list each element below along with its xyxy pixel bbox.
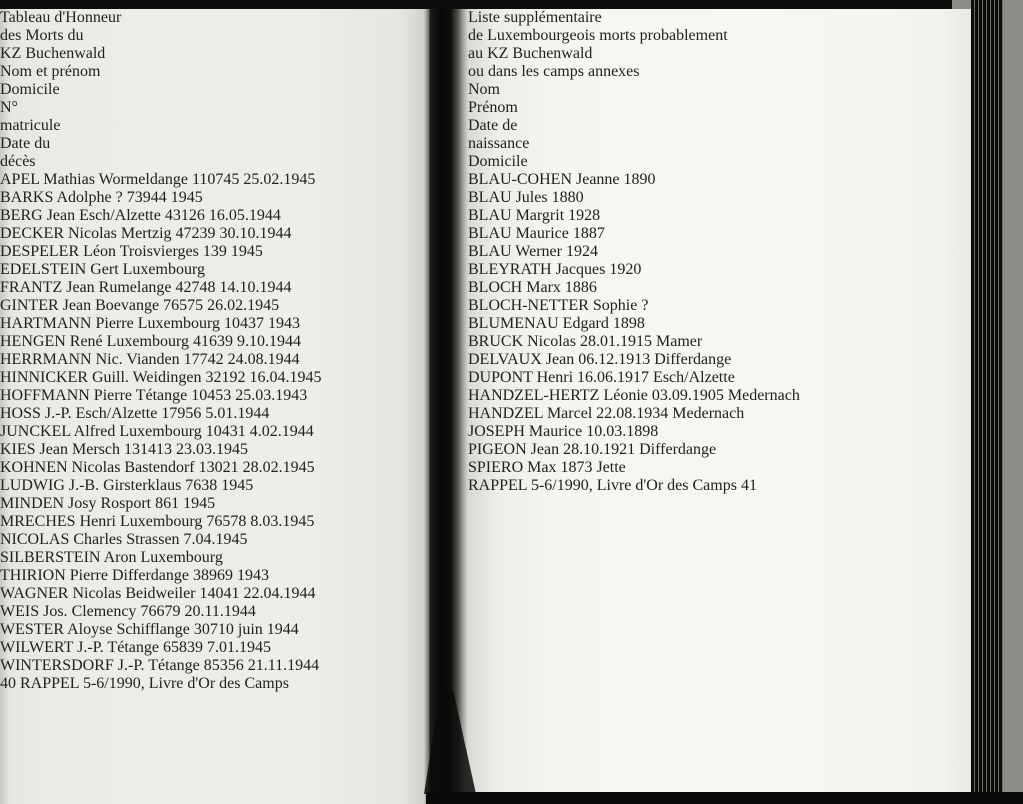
cell-nom: BLAU bbox=[468, 243, 512, 260]
book-top-edge bbox=[0, 0, 952, 9]
supplementary-table-body bbox=[468, 171, 973, 477]
supplementary-list-frame bbox=[468, 9, 973, 477]
cell-date-naissance: 1898 bbox=[612, 315, 645, 332]
cell-name: HARTMANN Pierre bbox=[0, 315, 134, 332]
cell-matricule: 65839 bbox=[163, 639, 204, 656]
header-nom: Nom bbox=[468, 81, 500, 98]
cell-date-deces: 14.10.1944 bbox=[219, 279, 292, 296]
cell-matricule: 47239 bbox=[175, 225, 216, 242]
cell-matricule: 38969 bbox=[192, 567, 233, 584]
cell-date-deces: 25.03.1943 bbox=[235, 387, 308, 404]
cell-domicile: Luxembourg bbox=[140, 549, 223, 566]
table-row bbox=[0, 657, 430, 675]
cell-name: LUDWIG J.-B. bbox=[0, 477, 100, 494]
cell-matricule: 32192 bbox=[205, 369, 246, 386]
cell-date-naissance: 1928 bbox=[568, 207, 601, 224]
table-row bbox=[0, 261, 430, 279]
cell-matricule: 17956 bbox=[161, 405, 202, 422]
cell-date-naissance: 1886 bbox=[564, 279, 597, 296]
cell-domicile: Tétange bbox=[135, 387, 188, 404]
cell-matricule: 73944 bbox=[126, 189, 167, 206]
cell-date-deces: 23.03.1945 bbox=[175, 441, 248, 458]
title-line: Tableau d'Honneur bbox=[0, 9, 122, 26]
cell-date-deces: 22.04.1944 bbox=[243, 585, 316, 602]
cell-domicile: Girsterklaus bbox=[103, 477, 182, 494]
cell-domicile: Esch/Alzette bbox=[75, 405, 158, 422]
cell-prenom: Marcel bbox=[546, 405, 593, 422]
cell-date-deces: 26.02.1945 bbox=[207, 297, 280, 314]
table-row bbox=[0, 297, 430, 315]
table-row bbox=[468, 369, 973, 387]
cell-domicile: Luxembourg bbox=[137, 315, 221, 332]
cell-matricule: 41639 bbox=[193, 333, 233, 350]
cell-nom: BLOCH bbox=[468, 279, 523, 296]
table-row bbox=[468, 315, 973, 333]
cell-name: SILBERSTEIN Aron bbox=[0, 549, 137, 566]
table-row bbox=[0, 351, 430, 369]
cell-domicile: Differdange bbox=[654, 351, 732, 368]
cell-matricule: 7638 bbox=[185, 477, 218, 494]
header-date-deces: Date du décès bbox=[0, 135, 51, 170]
cell-date-deces: 9.10.1944 bbox=[237, 333, 301, 350]
cell-prenom: Léonie bbox=[603, 387, 648, 404]
cell-matricule: 76575 bbox=[163, 297, 204, 314]
cell-nom: DUPONT bbox=[468, 369, 533, 386]
journal-title: RAPPEL 5-6/1990, Livre d'Or des Camps bbox=[468, 477, 737, 494]
cell-name: JUNCKEL Alfred bbox=[0, 423, 116, 440]
left-page-footer bbox=[0, 675, 430, 693]
cell-date-naissance: 28.01.1915 bbox=[580, 333, 652, 350]
honor-table-frame bbox=[0, 9, 430, 675]
cell-date-deces: 4.02.1944 bbox=[249, 423, 314, 440]
table-row bbox=[0, 585, 430, 603]
cell-matricule: 42748 bbox=[175, 279, 216, 296]
header-name: Nom et prénom bbox=[0, 63, 101, 80]
cell-nom: HANDZEL-HERTZ bbox=[468, 387, 600, 404]
cell-prenom: Jacques bbox=[555, 261, 606, 278]
cell-name: KIES Jean bbox=[0, 441, 68, 458]
honor-table-title bbox=[0, 9, 430, 63]
cell-name: WINTERSDORF J.-P. bbox=[0, 657, 145, 674]
cell-prenom: Jean bbox=[530, 441, 560, 458]
cell-date-deces: 20.11.1944 bbox=[184, 603, 256, 620]
table-row bbox=[0, 603, 430, 621]
cell-date-naissance: 03.09.1905 bbox=[651, 387, 724, 404]
cell-domicile: Esch/Alzette bbox=[79, 207, 161, 224]
table-row bbox=[0, 621, 430, 639]
cell-name: HOFFMANN Pierre bbox=[0, 387, 132, 404]
cell-name: THIRION Pierre bbox=[0, 567, 108, 584]
cell-prenom: Max bbox=[527, 459, 557, 476]
table-row bbox=[468, 405, 973, 423]
cell-name: BARKS Adolphe bbox=[0, 189, 112, 206]
cell-name: KOHNEN Nicolas bbox=[0, 459, 121, 476]
table-row bbox=[0, 531, 430, 549]
header-domicile: Domicile bbox=[468, 153, 528, 170]
cell-domicile: Wormeldange bbox=[98, 171, 189, 188]
table-row bbox=[0, 459, 430, 477]
left-page bbox=[0, 9, 430, 804]
cell-domicile: Rosport bbox=[100, 495, 152, 512]
cell-name: MINDEN Josy bbox=[0, 495, 97, 512]
cell-nom: BLAU bbox=[468, 225, 512, 242]
cell-date-naissance: ? bbox=[641, 297, 649, 314]
cell-matricule: 131413 bbox=[123, 441, 172, 458]
cell-prenom: Werner bbox=[515, 243, 562, 260]
honor-table-body bbox=[0, 171, 430, 675]
cell-date-deces: 1945 bbox=[230, 243, 263, 260]
cell-domicile: Esch/Alzette bbox=[653, 369, 735, 386]
cell-name: DECKER Nicolas bbox=[0, 225, 117, 242]
cell-matricule: 139 bbox=[202, 243, 227, 260]
header-matricule: N° matricule bbox=[0, 99, 61, 134]
table-row bbox=[0, 405, 430, 423]
table-row bbox=[468, 459, 973, 477]
cell-nom: BLAU-COHEN bbox=[468, 171, 572, 188]
cell-domicile: Jette bbox=[596, 459, 626, 476]
cell-name: NICOLAS Charles bbox=[0, 531, 123, 548]
table-row bbox=[468, 243, 973, 261]
cell-name: WEIS Jos. bbox=[0, 603, 68, 620]
page-number: 41 bbox=[740, 477, 757, 494]
title-line: Liste supplémentaire bbox=[468, 9, 602, 26]
table-row bbox=[0, 279, 430, 297]
cell-nom: PIGEON bbox=[468, 441, 527, 458]
cell-domicile: Medernach bbox=[727, 387, 800, 404]
cell-domicile: Clemency bbox=[71, 603, 137, 620]
cell-domicile: Strassen bbox=[126, 531, 180, 548]
cell-name: GINTER Jean bbox=[0, 297, 92, 314]
cell-prenom: Jules bbox=[515, 189, 548, 206]
cell-domicile: Mertzig bbox=[120, 225, 172, 242]
table-row bbox=[468, 423, 973, 441]
cell-domicile: Mersch bbox=[71, 441, 120, 458]
cell-nom: BRUCK bbox=[468, 333, 524, 350]
cell-nom: DELVAUX bbox=[468, 351, 542, 368]
table-row bbox=[0, 225, 430, 243]
table-row bbox=[0, 441, 430, 459]
cell-domicile: Luxembourg bbox=[120, 513, 203, 530]
supplementary-table-header bbox=[468, 81, 973, 171]
cell-nom: BLOCH-NETTER bbox=[468, 297, 589, 314]
title-line: des Morts du bbox=[0, 27, 84, 44]
table-row bbox=[0, 477, 430, 495]
cell-prenom: Sophie bbox=[592, 297, 638, 314]
cell-date-naissance: 1890 bbox=[623, 171, 656, 188]
cell-matricule: 76679 bbox=[140, 603, 181, 620]
cell-date-naissance: 16.06.1917 bbox=[577, 369, 650, 386]
cell-date-naissance: 22.08.1934 bbox=[596, 405, 669, 422]
cell-date-naissance: 10.03.1898 bbox=[586, 423, 659, 440]
title-line: ou dans les camps annexes bbox=[468, 63, 640, 80]
table-row bbox=[0, 567, 430, 585]
table-row bbox=[468, 171, 973, 189]
cell-domicile: ? bbox=[115, 189, 123, 206]
cell-matricule: 14041 bbox=[199, 585, 240, 602]
cell-nom: BLEYRATH bbox=[468, 261, 552, 278]
table-row bbox=[468, 207, 973, 225]
cell-prenom: Maurice bbox=[528, 423, 583, 440]
cell-domicile: Rumelange bbox=[98, 279, 172, 296]
cell-domicile: Weidingen bbox=[132, 369, 202, 386]
cell-domicile: Troisvierges bbox=[119, 243, 199, 260]
cell-date-naissance: 1880 bbox=[551, 189, 584, 206]
honor-table-header bbox=[0, 63, 430, 171]
table-row bbox=[468, 351, 973, 369]
cell-date-deces: 8.03.1945 bbox=[250, 513, 315, 530]
cell-date-naissance: 1920 bbox=[609, 261, 642, 278]
cell-name: MRECHES Henri bbox=[0, 513, 116, 530]
table-row bbox=[0, 243, 430, 261]
right-page bbox=[468, 9, 973, 804]
cell-date-deces: 21.11.1944 bbox=[247, 657, 320, 674]
cell-date-deces: juin 1944 bbox=[237, 621, 299, 638]
cell-prenom: Margrit bbox=[515, 207, 565, 224]
cell-prenom: Jeanne bbox=[576, 171, 620, 188]
cell-name: DESPELER Léon bbox=[0, 243, 116, 260]
cell-prenom: Henri bbox=[536, 369, 574, 386]
cell-name: HINNICKER Guill. bbox=[0, 369, 129, 386]
cell-domicile: Vianden bbox=[126, 351, 180, 368]
cell-prenom: Edgard bbox=[562, 315, 609, 332]
cell-matricule: 30710 bbox=[193, 621, 234, 638]
cell-date-deces: 1945 bbox=[170, 189, 203, 206]
table-row bbox=[468, 279, 973, 297]
header-prenom: Prénom bbox=[468, 99, 518, 116]
cell-matricule: 110745 bbox=[192, 171, 240, 188]
cell-name: FRANTZ Jean bbox=[0, 279, 95, 296]
cell-date-deces: 1943 bbox=[268, 315, 301, 332]
cell-domicile: Differdange bbox=[111, 567, 189, 584]
cell-date-naissance: 06.12.1913 bbox=[578, 351, 651, 368]
table-row bbox=[468, 225, 973, 243]
cell-date-deces: 25.02.1945 bbox=[243, 171, 316, 188]
table-row bbox=[468, 441, 973, 459]
cell-nom: BLAU bbox=[468, 189, 512, 206]
cell-matricule: 10437 bbox=[224, 315, 265, 332]
cell-domicile: Schifflange bbox=[116, 621, 190, 638]
cell-date-deces: 7.04.1945 bbox=[183, 531, 248, 548]
cell-date-deces: 16.04.1945 bbox=[249, 369, 322, 386]
table-row bbox=[468, 189, 973, 207]
cell-domicile: Luxembourg bbox=[119, 423, 202, 440]
table-row bbox=[0, 315, 430, 333]
page-edge-stack bbox=[971, 0, 1003, 804]
right-page-footer bbox=[468, 477, 973, 495]
cell-date-naissance: 1873 bbox=[560, 459, 593, 476]
title-line: KZ Buchenwald bbox=[0, 45, 106, 62]
cell-date-deces: 1943 bbox=[236, 567, 269, 584]
cell-nom: BLAU bbox=[468, 207, 512, 224]
cell-matricule: 861 bbox=[155, 495, 180, 512]
cell-date-deces: 16.05.1944 bbox=[208, 207, 281, 224]
cell-name: HENGEN René bbox=[0, 333, 103, 350]
table-row bbox=[0, 333, 430, 351]
page-number: 40 bbox=[0, 675, 16, 692]
cell-nom: HANDZEL bbox=[468, 405, 543, 422]
cell-domicile: Beidweiler bbox=[125, 585, 196, 602]
cell-domicile: Tétange bbox=[107, 639, 160, 656]
table-row bbox=[0, 171, 430, 189]
header-domicile: Domicile bbox=[0, 81, 60, 98]
cell-domicile: Boevange bbox=[95, 297, 160, 314]
table-row bbox=[468, 387, 973, 405]
book-bottom-edge bbox=[426, 792, 1023, 804]
header-date-naissance: Date de naissance bbox=[468, 117, 530, 152]
supplementary-list-title bbox=[468, 9, 973, 81]
cell-date-deces: 7.01.1945 bbox=[207, 639, 272, 656]
cell-nom: JOSEPH bbox=[468, 423, 525, 440]
table-row bbox=[468, 333, 973, 351]
table-row bbox=[0, 513, 430, 531]
title-line: au KZ Buchenwald bbox=[468, 45, 593, 62]
cell-name: WESTER Aloyse bbox=[0, 621, 113, 638]
table-row bbox=[0, 495, 430, 513]
cell-nom: SPIERO bbox=[468, 459, 524, 476]
cell-date-naissance: 1924 bbox=[565, 243, 598, 260]
cell-name: HERRMANN Nic. bbox=[0, 351, 123, 368]
cell-matricule: 43126 bbox=[164, 207, 205, 224]
book-outer-edge bbox=[1003, 0, 1023, 804]
cell-name: EDELSTEIN Gert bbox=[0, 261, 119, 278]
table-row bbox=[468, 297, 973, 315]
table-row bbox=[468, 261, 973, 279]
table-row bbox=[0, 207, 430, 225]
cell-name: APEL Mathias bbox=[0, 171, 95, 188]
cell-domicile: Differdange bbox=[639, 441, 717, 458]
table-row bbox=[0, 369, 430, 387]
cell-date-deces: 30.10.1944 bbox=[219, 225, 292, 242]
cell-prenom: Nicolas bbox=[527, 333, 576, 350]
cell-matricule: 13021 bbox=[198, 459, 239, 476]
cell-name: WAGNER Nicolas bbox=[0, 585, 122, 602]
cell-domicile: Luxembourg bbox=[122, 261, 205, 278]
table-row bbox=[0, 549, 430, 567]
cell-domicile: Bastendorf bbox=[124, 459, 195, 476]
cell-domicile: Tétange bbox=[148, 657, 200, 674]
cell-prenom: Maurice bbox=[515, 225, 569, 242]
cell-matricule: 10431 bbox=[205, 423, 246, 440]
table-row bbox=[0, 189, 430, 207]
cell-date-naissance: 28.10.1921 bbox=[563, 441, 636, 458]
cell-name: BERG Jean bbox=[0, 207, 76, 224]
cell-prenom: Marx bbox=[526, 279, 561, 296]
cell-prenom: Jean bbox=[545, 351, 575, 368]
cell-nom: BLUMENAU bbox=[468, 315, 559, 332]
cell-matricule: 17742 bbox=[183, 351, 224, 368]
table-row bbox=[0, 639, 430, 657]
cell-domicile: Mamer bbox=[656, 333, 703, 350]
book-gutter-shadow bbox=[430, 0, 468, 804]
cell-date-deces: 24.08.1944 bbox=[227, 351, 300, 368]
cell-date-deces: 1945 bbox=[183, 495, 216, 512]
table-row bbox=[0, 387, 430, 405]
cell-name: HOSS J.-P. bbox=[0, 405, 72, 422]
cell-matricule: 85356 bbox=[203, 657, 244, 674]
cell-name: WILWERT J.-P. bbox=[0, 639, 104, 656]
cell-date-deces: 1945 bbox=[221, 477, 254, 494]
table-row bbox=[0, 423, 430, 441]
journal-title: RAPPEL 5-6/1990, Livre d'Or des Camps bbox=[20, 675, 289, 692]
cell-date-naissance: 1887 bbox=[572, 225, 605, 242]
cell-domicile: Medernach bbox=[672, 405, 745, 422]
cell-domicile: Luxembourg bbox=[106, 333, 189, 350]
cell-matricule: 76578 bbox=[206, 513, 247, 530]
cell-matricule: 10453 bbox=[191, 387, 232, 404]
cell-date-deces: 28.02.1945 bbox=[242, 459, 315, 476]
cell-date-deces: 5.01.1944 bbox=[205, 405, 270, 422]
title-line: de Luxembourgeois morts probablement bbox=[468, 27, 728, 44]
